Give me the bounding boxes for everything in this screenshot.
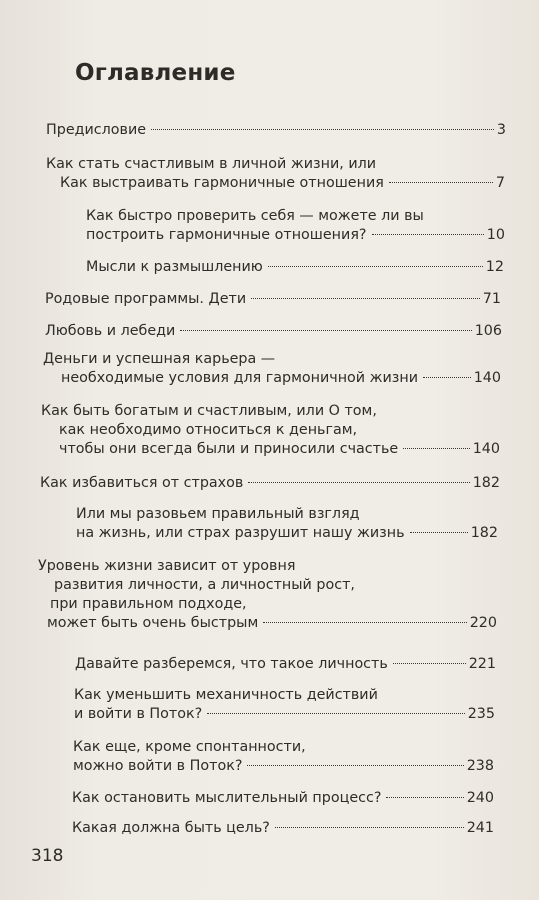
toc-entry-page-number: 3 [496, 122, 506, 138]
toc-entry-page-number: 221 [468, 656, 496, 672]
toc-entry-title-line: при правильном подходе, [50, 596, 247, 612]
toc-entry-title: Как избавиться от страхов [40, 475, 244, 491]
toc-entry [41, 402, 500, 459]
toc-entry-page-number: 182 [470, 525, 498, 541]
dot-leader [386, 797, 463, 798]
dot-leader [372, 234, 484, 235]
dot-leader [251, 298, 480, 299]
toc-entry-last-line [72, 789, 494, 808]
toc-entry [38, 557, 497, 633]
page-number: 318 [31, 846, 64, 866]
toc-entry [46, 121, 506, 140]
toc-entry-last-line [86, 226, 505, 245]
toc-entry-title: Мысли к размышлению [86, 259, 263, 275]
dot-leader [151, 129, 494, 130]
toc-entry-page-number: 12 [485, 259, 504, 275]
toc-entry-last-line [38, 614, 497, 633]
toc-entry-title: Родовые программы. Дети [45, 291, 247, 307]
toc-entry-last-line [75, 655, 496, 674]
toc-entry-title: Предисловие [46, 122, 147, 138]
toc-entry [73, 738, 494, 776]
toc-entry-title: может быть очень быстрым [47, 615, 259, 631]
toc-entry-last-line [46, 121, 506, 140]
toc-entry-page-number: 182 [472, 475, 500, 491]
toc-entry-page-number: 10 [486, 227, 505, 243]
toc-entry [72, 819, 494, 838]
toc-entry-page-number: 240 [466, 790, 494, 806]
toc-entry-title: построить гармоничные отношения? [86, 227, 367, 243]
toc-entry-last-line [41, 440, 500, 459]
toc-entry [86, 258, 504, 277]
toc-entry-page-number: 106 [474, 323, 502, 339]
dot-leader [247, 765, 463, 766]
toc-entry [40, 474, 500, 493]
toc-entry-title-line: Как стать счастливым в личной жизни, или [46, 156, 377, 172]
toc-entry-last-line [43, 369, 501, 388]
dot-leader [268, 266, 483, 267]
toc-entry-last-line [72, 819, 494, 838]
toc-entry-last-line [45, 322, 502, 341]
dot-leader [393, 663, 466, 664]
toc-entry-title-line: как необходимо относиться к деньгам, [59, 422, 358, 438]
toc-entry-title: необходимые условия для гармоничной жизни [61, 370, 419, 386]
toc-entry-title: на жизнь, или страх разрушит нашу жизнь [76, 525, 405, 541]
dot-leader [180, 330, 471, 331]
dot-leader [263, 622, 466, 623]
dot-leader [207, 713, 464, 714]
toc-entry [45, 322, 502, 341]
toc-entry [46, 155, 505, 193]
toc-entry-title-line: Как уменьшить механичность действий [74, 687, 378, 703]
toc-entry-last-line [46, 174, 505, 193]
toc-entry-title: можно войти в Поток? [73, 758, 243, 774]
toc-entry-title: Любовь и лебеди [45, 323, 176, 339]
toc-entry [76, 505, 498, 543]
toc-entry-title: и войти в Поток? [74, 706, 203, 722]
dot-leader [389, 182, 493, 183]
page-title: Оглавление [75, 60, 236, 86]
toc-entry-page-number: 241 [466, 820, 494, 836]
toc-entry-title-line: Уровень жизни зависит от уровня [38, 558, 296, 574]
toc-entry-last-line [76, 524, 498, 543]
toc-entry-last-line [73, 757, 494, 776]
toc-entry-last-line [86, 258, 504, 277]
dot-leader [403, 448, 469, 449]
dot-leader [248, 482, 469, 483]
toc-entry-title: чтобы они всегда были и приносили счастье [59, 441, 399, 457]
dot-leader [275, 827, 464, 828]
toc-entry-title: Какая должна быть цель? [72, 820, 270, 836]
toc-entry-page-number: 238 [466, 758, 494, 774]
toc-entry-last-line [74, 705, 495, 724]
toc-entry-page-number: 7 [495, 175, 505, 191]
toc-entry [74, 686, 495, 724]
toc-entry [72, 789, 494, 808]
toc-entry-title: Как выстраивать гармоничные отношения [60, 175, 384, 191]
toc-entry [75, 655, 496, 674]
toc-entry-last-line [40, 474, 500, 493]
dot-leader [423, 377, 471, 378]
dot-leader [410, 532, 468, 533]
toc-entry [45, 290, 501, 309]
toc-entry-title-line: развития личности, а личностный рост, [54, 577, 355, 593]
toc-entry-title-line: Или мы разовьем правильный взгляд [76, 506, 360, 522]
toc-entry-page-number: 235 [467, 706, 495, 722]
toc-entry-title: Давайте разберемся, что такое личность [75, 656, 388, 672]
toc-entry-title-line: Как быстро проверить себя — можете ли вы [86, 208, 424, 224]
toc-entry-page-number: 71 [482, 291, 501, 307]
toc-entry-title-line: Деньги и успешная карьера — [43, 351, 276, 367]
toc-entry-title-line: Как еще, кроме спонтанности, [73, 739, 306, 755]
toc-entry-last-line [45, 290, 501, 309]
toc-entry-page-number: 220 [469, 615, 497, 631]
toc-entry-page-number: 140 [472, 441, 500, 457]
toc-entry-page-number: 140 [473, 370, 501, 386]
toc-entry [43, 350, 501, 388]
toc-entry-title-line: Как быть богатым и счастливым, или О том, [41, 403, 377, 419]
toc-entry [86, 207, 505, 245]
toc-entry-title: Как остановить мыслительный процесс? [72, 790, 382, 806]
